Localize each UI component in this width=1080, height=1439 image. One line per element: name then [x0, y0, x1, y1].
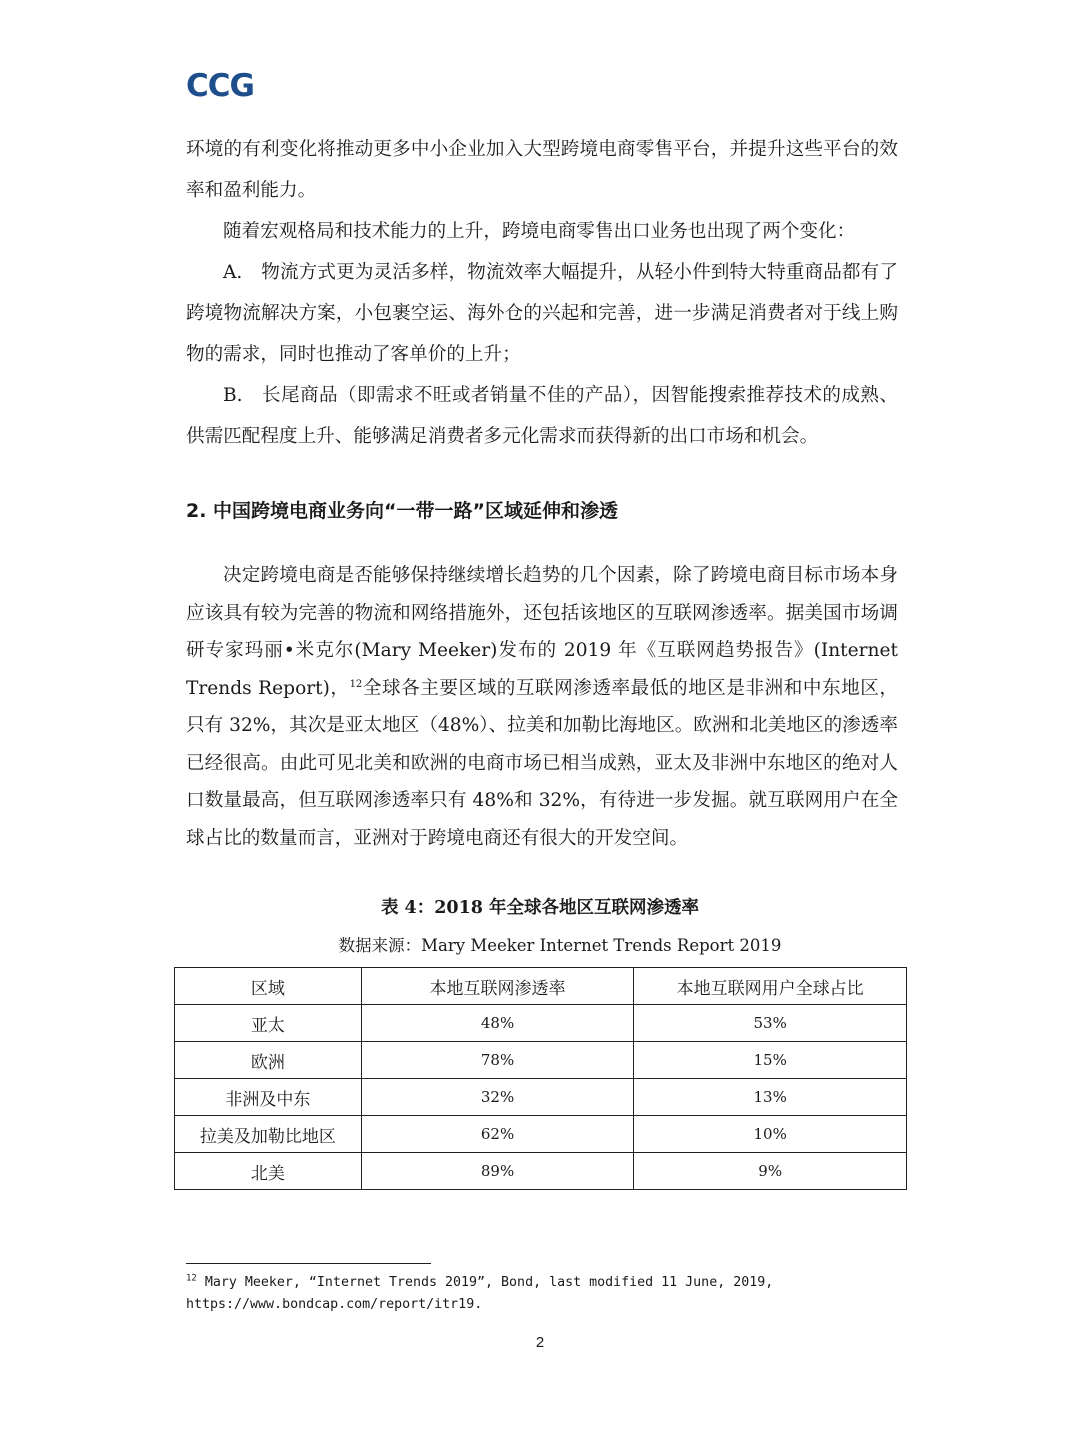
paragraph-changes-intro: 随着宏观格局和技术能力的上升，跨境电商零售出口业务也出现了两个变化： [223, 221, 856, 242]
footnote-number: 12 [186, 1273, 197, 1284]
cell-penetration: 32% [361, 1079, 634, 1116]
cell-penetration: 78% [361, 1042, 634, 1079]
cell-penetration: 62% [361, 1116, 634, 1153]
paragraph-item-b: B. 长尾商品（即需求不旺或者销量不佳的产品），因智能搜索推荐技术的成熟、供需匹配程度上升、能够满足消费者多元化需求而获得新的出口市场和机会。 [186, 385, 898, 447]
footnote-reference[interactable]: 12 [349, 678, 363, 690]
table-row [175, 1005, 907, 1042]
cell-region: 亚太 [175, 1005, 362, 1042]
table-title: 表 4：2018 年全球各地区互联网渗透率 [380, 898, 700, 918]
section-heading: 2. 中国跨境电商业务向“一带一路”区域延伸和渗透 [186, 500, 619, 522]
table-row [175, 1042, 907, 1079]
cell-region: 欧洲 [175, 1042, 362, 1079]
table-header-row [175, 968, 907, 1005]
table-row [175, 1153, 907, 1190]
footnote [186, 1272, 886, 1316]
ccg-logo: CCG [186, 68, 254, 104]
table-row [175, 1116, 907, 1153]
cell-penetration: 48% [361, 1005, 634, 1042]
section-body-part1: 决定跨境电商是否能够保持继续增长趋势的几个因素，除了跨境电商目标市场本身应该具有较为完善的物流和网络措施外，还包括该地区的互联网渗透率。据美国市场调研专家玛丽•米克尔(Mary Meeker)发布的 2019 年《互联网趋势报告》(Internet Trends Report)， [186, 565, 898, 699]
paragraph-continuation: 环境的有利变化将推动更多中小企业加入大型跨境电商零售平台，并提升这些平台的效率和盈利能力。 [186, 139, 898, 201]
header-penetration: 本地互联网渗透率 [361, 968, 634, 1005]
cell-global-share: 15% [634, 1042, 907, 1079]
section-body-part2: 全球各主要区域的互联网渗透率最低的地区是非洲和中东地区，只有 32%，其次是亚太地区（48%）、拉美和加勒比海地区。欧洲和北美地区的渗透率已经很高。由此可见北美和欧洲的电商市场已相当成熟，亚太及非洲中东地区的绝对人口数量最高，但互联网渗透率只有 48%和 32%，有待进一步发掘。就互联网用户在全球占比的数量而言，亚洲对于跨境电商还有很大的开发空间。 [186, 677, 898, 849]
cell-region: 非洲及中东 [175, 1079, 362, 1116]
cell-region: 北美 [175, 1153, 362, 1190]
footnote-line-1 [186, 1272, 886, 1294]
cell-global-share: 10% [634, 1116, 907, 1153]
header-region: 区域 [175, 968, 362, 1005]
cell-global-share: 53% [634, 1005, 907, 1042]
cell-penetration: 89% [361, 1153, 634, 1190]
table-row [175, 1079, 907, 1116]
header-global-share: 本地互联网用户全球占比 [634, 968, 907, 1005]
penetration-table [174, 967, 907, 1190]
cell-global-share: 13% [634, 1079, 907, 1116]
footnote-url[interactable]: https://www.bondcap.com/report/itr19. [186, 1297, 483, 1312]
table-source: 数据来源：Mary Meeker Internet Trends Report 2019 [338, 936, 782, 955]
paragraph-item-a: A. 物流方式更为灵活多样，物流效率大幅提升，从轻小件到特大特重商品都有了跨境物流解决方案，小包裹空运、海外仓的兴起和完善，进一步满足消费者对于线上购物的需求，同时也推动了客单价的上升； [186, 262, 898, 365]
page-number: 2 [535, 1334, 545, 1351]
cell-region: 拉美及加勒比地区 [175, 1116, 362, 1153]
footnote-citation: Mary Meeker, “Internet Trends 2019”, Bond, last modified 11 June, 2019, [196, 1275, 774, 1290]
footnote-divider [186, 1263, 431, 1264]
cell-global-share: 9% [634, 1153, 907, 1190]
section-body-paragraph [186, 557, 898, 857]
